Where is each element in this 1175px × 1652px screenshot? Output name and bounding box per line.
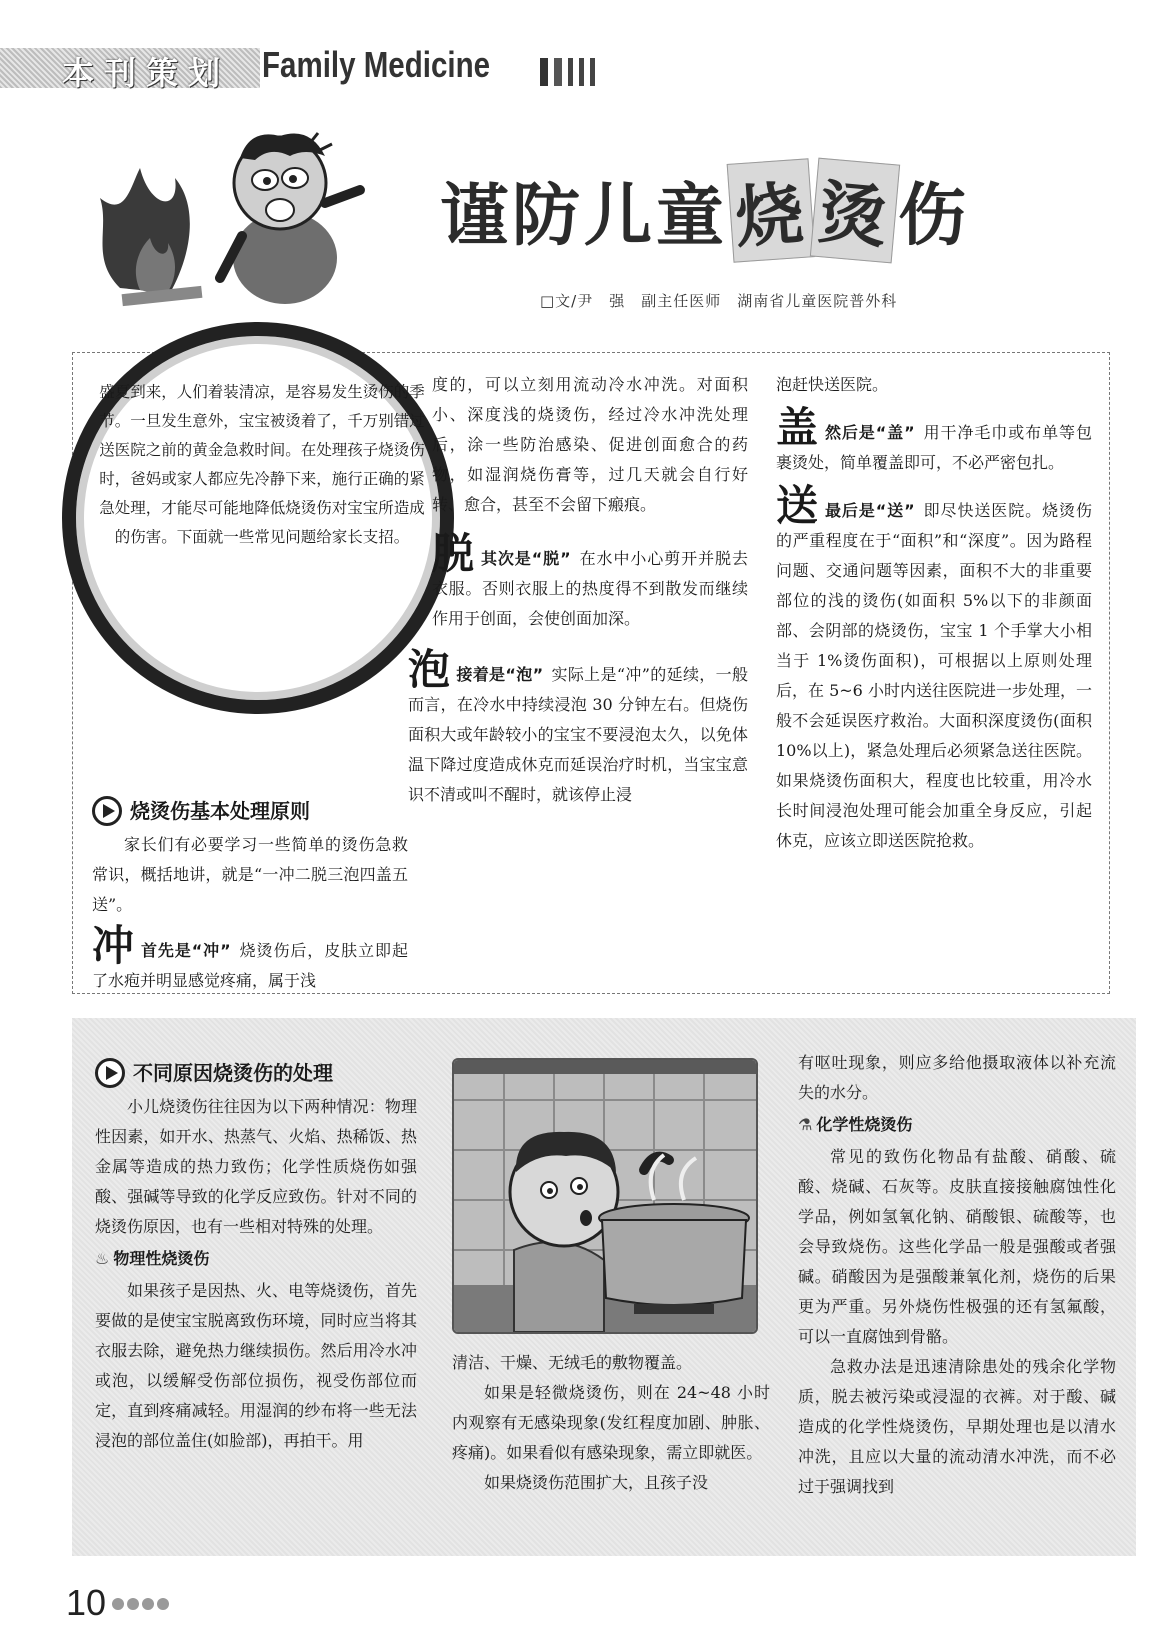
step-char: 送 [776,481,819,530]
column-1 [92,790,408,996]
physical-fluid-continued: 有呕吐现象，则应多给他摄取液体以补充流失的水分。 [798,1053,1116,1102]
flame-icon: ♨ [95,1249,110,1268]
step-char: 冲 [92,921,135,970]
flask-icon: ⚗ [798,1115,813,1134]
panel-column-2 [452,1348,770,1498]
step-text: 用干净毛巾或布单等包裹烫处，简单覆盖即可，不必严密包扎。 [776,423,1092,472]
step-char: 脱 [432,529,475,578]
step-lead: 其次是“脱” [480,549,571,568]
panel-column-1 [95,1052,417,1456]
title-part-1: 谨防儿童 [440,176,729,256]
intro-text: 盛夏到来，人们着装清凉，是容易发生烫伤的季节。一旦发生意外，宝宝被烫着了，千万别错过送医院之前的黄金急救时间。在处理孩子烧烫伤时，爸妈或家人都应先冷静下来，施行正确的紧急处理，才能尽可能地降低烧烫伤对宝宝所造成的伤害。下面就一些常见问题给家长支招。 [99,383,425,546]
step-pao [408,645,748,810]
panel-heading [95,1058,417,1088]
article-title [440,165,971,259]
panel-intro: 小儿烧烫伤往往因为以下两种情况：物理性因素，如开水、热蒸气、火焰、热稀饭、热金属等造成的热力致伤；化学性质烧伤如强酸、强碱等导致的化学反应致伤。针对不同的烧烫伤原因，也有一些相对特殊的处理。 [95,1097,417,1236]
physical-fluid-text: 如果烧烫伤范围扩大，且孩子没 [484,1473,709,1492]
step-lead: 接着是“泡” [456,665,544,684]
step-gai [776,403,1092,478]
child-boiling-pot-illustration [452,1058,758,1334]
title-highlight-1: 烧 [727,158,816,262]
header-bars-decoration [540,58,595,86]
step-lead: 然后是“盖” [824,423,915,442]
step-text: 在水中小心剪开并脱去衣服。否则衣服上的热度得不到散发而继续作用于创面，会使创面加深。 [432,549,748,628]
step-chong-continued: 度的，可以立刻用流动冷水冲洗。对面积小、深度浅的烧烫伤，经过冷水冲洗处理后，涂一些防治感染、促进创面愈合的药物，如湿润烧伤膏等，过几天就会自行好转、愈合，甚至不会留下瘢痕。 [432,375,748,514]
physical-text-continued: 清洁、干燥、无绒毛的敷物覆盖。 [452,1353,693,1372]
step-lead: 最后是“送” [824,501,915,520]
play-icon [95,1058,125,1088]
step-text: 实际上是“冲”的延续，一般而言，在冷水中持续浸泡 30 分钟左右。但烧伤面积大或年龄较小的宝宝不要浸泡太久，以免体温下降过度造成休克而延误治疗时机，当宝宝意识不清或叫不醒时，就该停止浸 [408,665,748,804]
step-char: 泡 [408,645,451,694]
page-mark-decoration [112,1598,169,1610]
column-label: 本刊策划 [62,54,231,92]
chemical-firstaid-text: 急救办法是迅速清除患处的残余化学物质，脱去被污染或浸湿的衣裤。对于酸、碱造成的化学性烧烫伤，早期处理也是以清水冲洗，且应以大量的流动清水冲洗，而不必过于强调找到 [798,1357,1116,1496]
magazine-name: Family Medicine [262,44,491,85]
chemical-text: 常见的致伤化物品有盐酸、硝酸、硫酸、烧碱、石灰等。皮肤直接接触腐蚀性化学品，例如氢氧化钠、硝酸银、硫酸等，也会导致烧伤。这些化学品一般是强酸或者强碱。硝酸因为是强酸兼氧化剂，烧伤的后果更为严重。另外烧伤性极强的还有氢氟酸，可以一直腐蚀到骨骼。 [798,1147,1116,1346]
physical-heading: ♨ 物理性烧烫伤 [95,1244,417,1274]
step-text: 烧烫伤后，皮肤立即起了水疱并明显感觉疼痛，属于浅 [92,941,408,990]
step-char: 盖 [776,403,819,452]
section-paragraph: 家长们有必要学习一些简单的烫伤急救常识，概括地讲，就是“一冲二脱三泡四盖五送”。 [92,835,408,914]
physical-text: 如果孩子是因热、火、电等烧烫伤，首先要做的是使宝宝脱离致伤环境，同时应当将其衣服去除，避免热力继续损伤。然后用冷水冲或泡，以缓解受伤部位损伤，视受伤部位而定，直到疼痛减轻。用湿润的纱布将一些无法浸泡的部位盖住(如脸部)，再拍干。用 [95,1281,417,1450]
step-chong [92,921,408,996]
step-pao-continued: 泡赶快送医院。 [776,375,889,394]
title-highlight-2: 烫 [810,157,900,263]
step-tuo [432,529,748,634]
section-heading-basic [92,796,408,826]
panel-column-3 [798,1048,1116,1502]
step-text: 即尽快送医院。烧烫伤的严重程度在于“面积”和“深度”。因为路程问题、交通问题等因素，面积不大的非重要部位的浅的烫伤(如面积 5%以下的非颜面部、会阴部的烧烫伤，宝宝 1 个手掌大小相当于 1%烫伤面积)，可根据以上原则处理后，在 5~6 小时内送往医院进一步处理，一般不会延误医疗救治。大面积深度烫伤(面积 10%以上)，紧急处理后必须紧急送往医院。如果烧烫伤面积大，程度也比较重，用冷水长时间浸泡处理可能会加重全身反应，引起休克，应该立即送医院抢救。 [776,501,1092,850]
physical-infection-text: 如果是轻微烧烫伤，则在 24~48 小时内观察有无感染现象(发红程度加剧、肿胀、疼痛)。如果看似有感染现象，需立即就医。 [452,1383,770,1462]
section-heading-text: 烧烫伤基本处理原则 [130,799,310,823]
step-lead: 首先是“冲” [140,941,231,960]
page-number: 10 [66,1582,107,1623]
panel-heading-text: 不同原因烧烫伤的处理 [133,1061,333,1085]
chemical-heading: ⚗ 化学性烧烫伤 [798,1110,1116,1140]
step-song [776,481,1092,856]
column-3 [776,370,1092,856]
title-part-2: 伤 [898,176,971,256]
column-2 [408,370,748,810]
burned-child-illustration [80,118,380,318]
play-icon [92,796,122,826]
byline: □文/尹 强 副主任医师 湖南省儿童医院普外科 [540,292,898,310]
